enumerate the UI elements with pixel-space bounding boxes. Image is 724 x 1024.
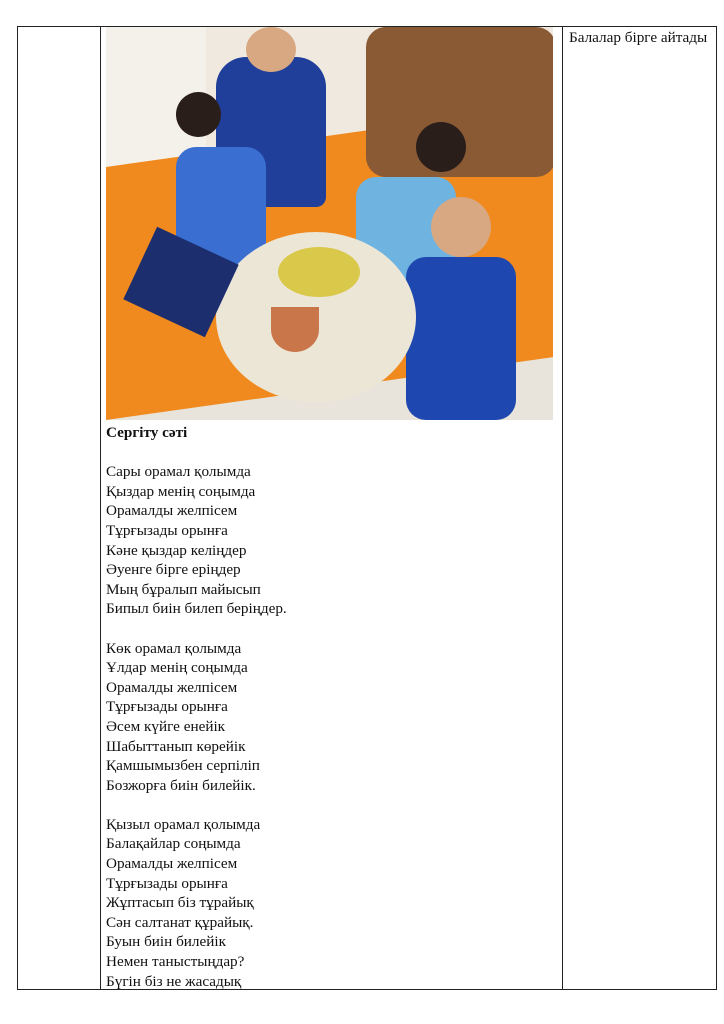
poem-stanza bbox=[106, 462, 556, 619]
main-text bbox=[106, 423, 556, 991]
poem-line: Балақайлар соңымда bbox=[106, 835, 241, 853]
poem bbox=[106, 462, 556, 991]
poem-line: Сары орамал қолымда bbox=[106, 463, 251, 481]
poem-line: Тұрғызады орынға bbox=[106, 874, 228, 892]
poem-line: Тұрғызады орынға bbox=[106, 521, 228, 539]
poem-line: Қызыл орамал қолымда bbox=[106, 815, 261, 833]
poem-line: Буын биін билейік bbox=[106, 933, 226, 951]
poem-line: Әуенге бірге еріңдер bbox=[106, 561, 241, 579]
poem-line: Ұлдар менің соңымда bbox=[106, 659, 248, 677]
column-divider bbox=[562, 27, 563, 989]
poem-line: Бүгін біз не жасадық bbox=[106, 972, 242, 990]
poem-line: Әсем күйге енейік bbox=[106, 717, 226, 735]
poem-line: Қыздар менің соңымда bbox=[106, 482, 256, 500]
poem-line: Көк орамал қолымда bbox=[106, 639, 242, 657]
poem-stanza bbox=[106, 815, 556, 991]
poem-line: Немен таныстыңдар? bbox=[106, 953, 245, 971]
right-column-note: Балалар бірге айтады bbox=[569, 29, 708, 46]
poem-line: Сән салтанат құрайық. bbox=[106, 913, 254, 931]
poem-line: Орамалды желпісем bbox=[106, 502, 238, 520]
poem-line: Орамалды желпісем bbox=[106, 855, 238, 873]
poem-line: Жұптасып біз тұрайық bbox=[106, 894, 254, 912]
column-divider bbox=[100, 27, 101, 989]
section-title: Сергіту сәті bbox=[106, 424, 188, 441]
poem-line: Тұрғызады орынға bbox=[106, 698, 228, 716]
poem-line: Мың бұралып майысып bbox=[106, 580, 261, 598]
activity-photo bbox=[106, 27, 553, 420]
poem-stanza bbox=[106, 639, 556, 796]
poem-line: Орамалды желпісем bbox=[106, 678, 238, 696]
poem-line: Бозжорға биін билейік. bbox=[106, 776, 256, 794]
poem-line: Шабыттанып көрейік bbox=[106, 737, 246, 755]
poem-line: Қамшымызбен серпіліп bbox=[106, 757, 260, 775]
poem-line: Кәне қыздар келіңдер bbox=[106, 541, 247, 559]
poem-line: Бипыл биін билеп беріңдер. bbox=[106, 600, 287, 618]
